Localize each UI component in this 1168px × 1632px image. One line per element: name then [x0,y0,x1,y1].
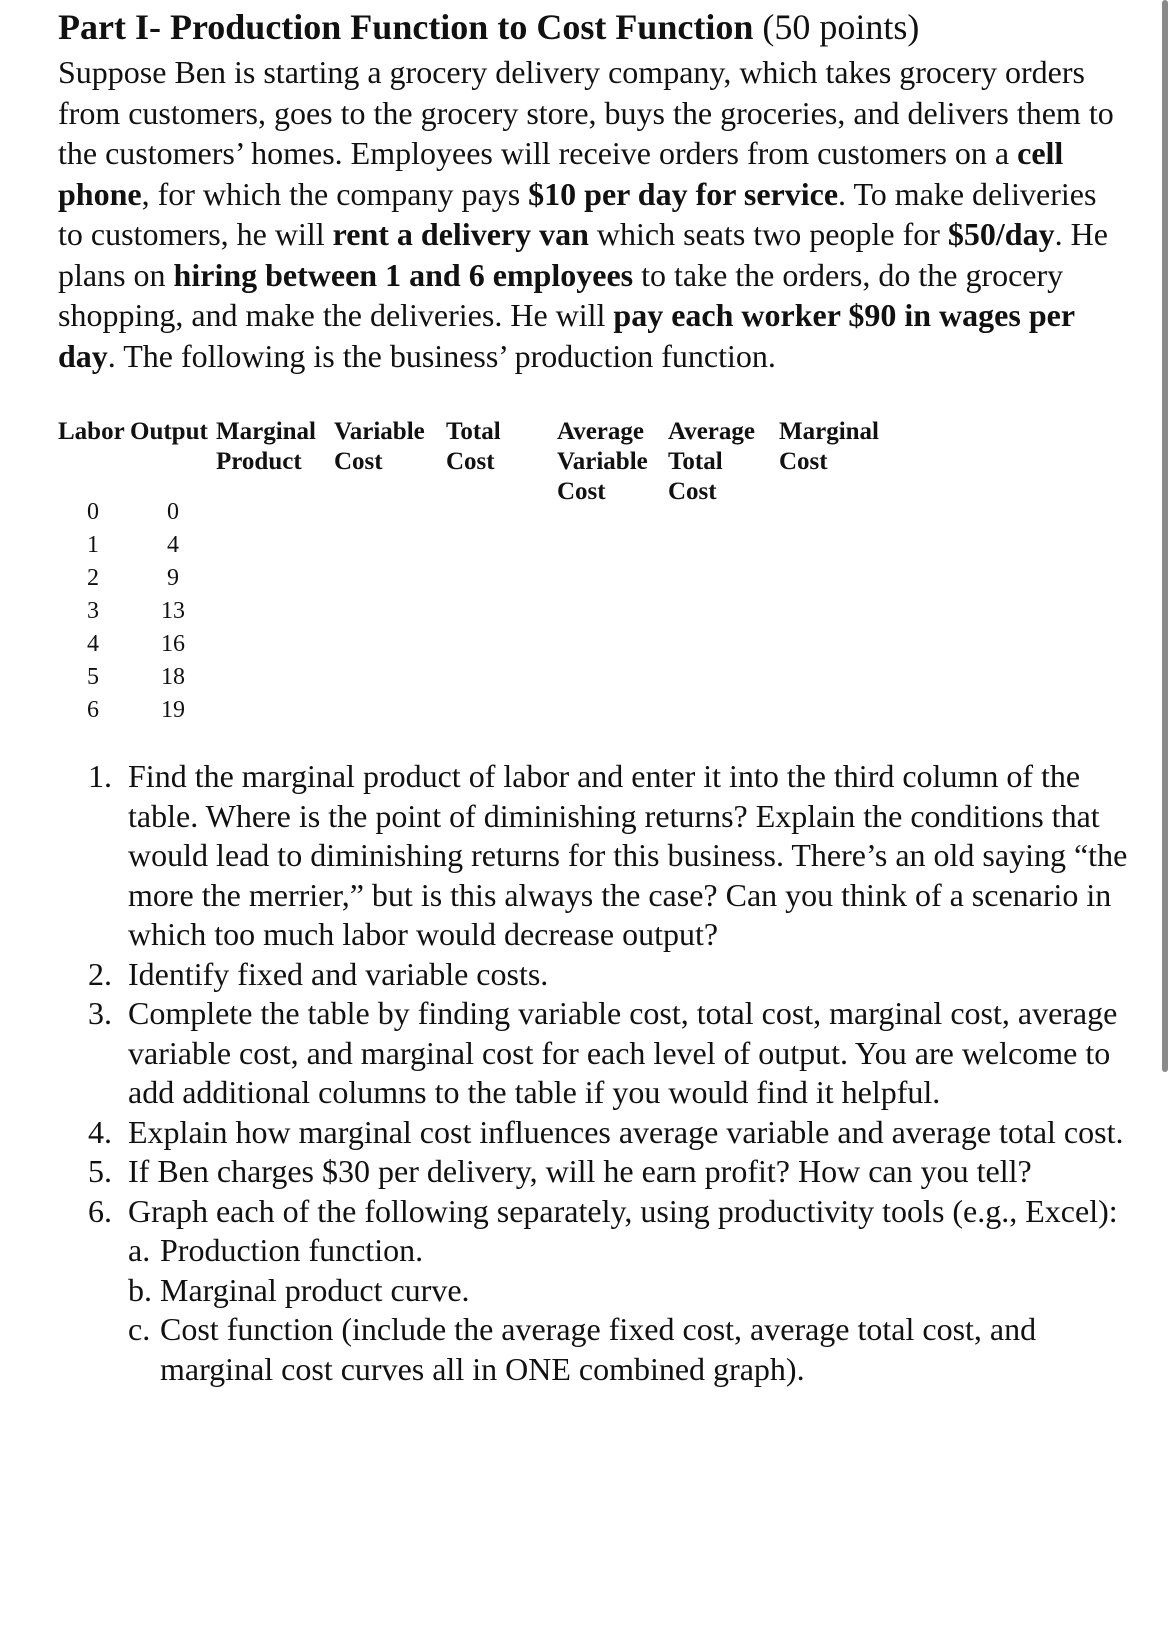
sub-item-text: Cost function (include the average fixed cost, average total cost, and marginal cost curves all in ONE combined graph). [160,1311,1037,1387]
question-item [88,994,1148,1113]
sub-item-text: Marginal product curve. [160,1271,470,1308]
intro-paragraph [58,52,1118,376]
cell-labor: 2 [87,565,99,591]
question-number: 2. [88,955,112,992]
header-labor: Labor [58,418,125,445]
sub-item [88,1310,1148,1389]
question-number: 5. [88,1153,112,1189]
cell-labor: 3 [87,598,99,624]
scrollbar[interactable] [1162,0,1168,1072]
question-text: Graph each of the following separately, using productivity tools (e.g., Excel): [128,1192,1118,1229]
sub-item-letter: b. [128,1271,152,1308]
question-text: Identify fixed and variable costs. [128,955,549,992]
intro-text-2: , for which the company pays [141,175,529,212]
header-marginal-cost: Marginal Cost [779,418,879,475]
intro-text-6: to take the orders, do the grocery shopping, and make the deliveries. He will [58,256,1064,333]
sub-item [88,1271,1148,1311]
page-title [58,6,919,48]
header-average-variable-cost: Average Variable Cost [557,418,648,505]
question-number: 1. [88,758,112,794]
question-text: Complete the table by finding variable cost, total cost, marginal cost, average variable cost, and marginal cost for each level of output. You are welcome to add additional columns to the table if you would find it helpful. [128,995,1118,1110]
cell-labor: 4 [87,631,99,657]
intro-text-4: which seats two people for [588,216,948,252]
intro-bold-service-cost: $10 per day for service [528,175,839,212]
intro-text-5: . He plans on [58,216,1108,293]
sub-item-text: Production function. [160,1232,424,1268]
question-item [88,1192,1148,1232]
sub-item-letter: a. [128,1232,151,1268]
cell-output: 13 [161,598,185,624]
header-average-total-cost: Average Total Cost [668,418,755,505]
cell-labor: 6 [87,697,99,723]
question-text: Find the marginal product of labor and enter it into the third column of the table. Where is the point of diminishing returns? Explain the conditions that would lead to diminishing returns for this business. There’s an old saying “the more the merrier,” but is this always the case? Can you think of a scenario in which too much labor would decrease output? [128,758,1128,952]
question-number: 3. [88,995,112,1031]
question-number: 4. [88,1113,112,1150]
title-main: Part I- Production Function to Cost Function [58,7,754,47]
question-list [88,757,1148,1389]
question-item [88,955,1148,995]
intro-text-3: . To make deliveries to customers, he will [58,175,1097,252]
question-item [88,1113,1148,1153]
cell-output: 18 [161,664,185,690]
sub-item-letter: c. [128,1311,151,1347]
cell-labor: 0 [87,499,99,525]
sub-item [88,1231,1148,1271]
header-total-cost: Total Cost [446,418,501,475]
question-item [88,1152,1148,1192]
cell-output: 9 [167,565,179,591]
intro-bold-wages: pay each worker $90 in wages per day [58,297,1075,374]
title-points: (50 points) [762,7,920,47]
header-marginal-product: Marginal Product [216,418,316,475]
cell-output: 16 [161,631,185,657]
intro-text-1: Suppose Ben is starting a grocery delivery company, which takes grocery orders from customers, goes to the grocery store, buys the groceries, and delivers them to the customers’ homes. Employees will receive orders from customers on a [58,54,1114,171]
intro-text-7: . The following is the business’ production function. [107,337,776,374]
cell-output: 0 [167,499,179,525]
intro-bold-hiring: hiring between 1 and 6 employees [173,256,634,293]
intro-bold-delivery-van: rent a delivery van [332,216,589,252]
question-text: Explain how marginal cost influences average variable and average total cost. [128,1113,1124,1150]
intro-bold-cell-phone: cell phone [58,135,1064,212]
question-item [88,757,1148,955]
header-output: Output [130,418,208,445]
cell-output: 19 [161,697,185,723]
header-variable-cost: Variable Cost [334,418,425,475]
intro-bold-van-cost: $50/day [947,216,1055,252]
cell-output: 4 [167,532,179,558]
cell-labor: 5 [87,664,99,690]
question-number: 6. [88,1192,112,1229]
cell-labor: 1 [87,532,99,558]
question-text: If Ben charges $30 per delivery, will he earn profit? How can you tell? [128,1153,1032,1189]
